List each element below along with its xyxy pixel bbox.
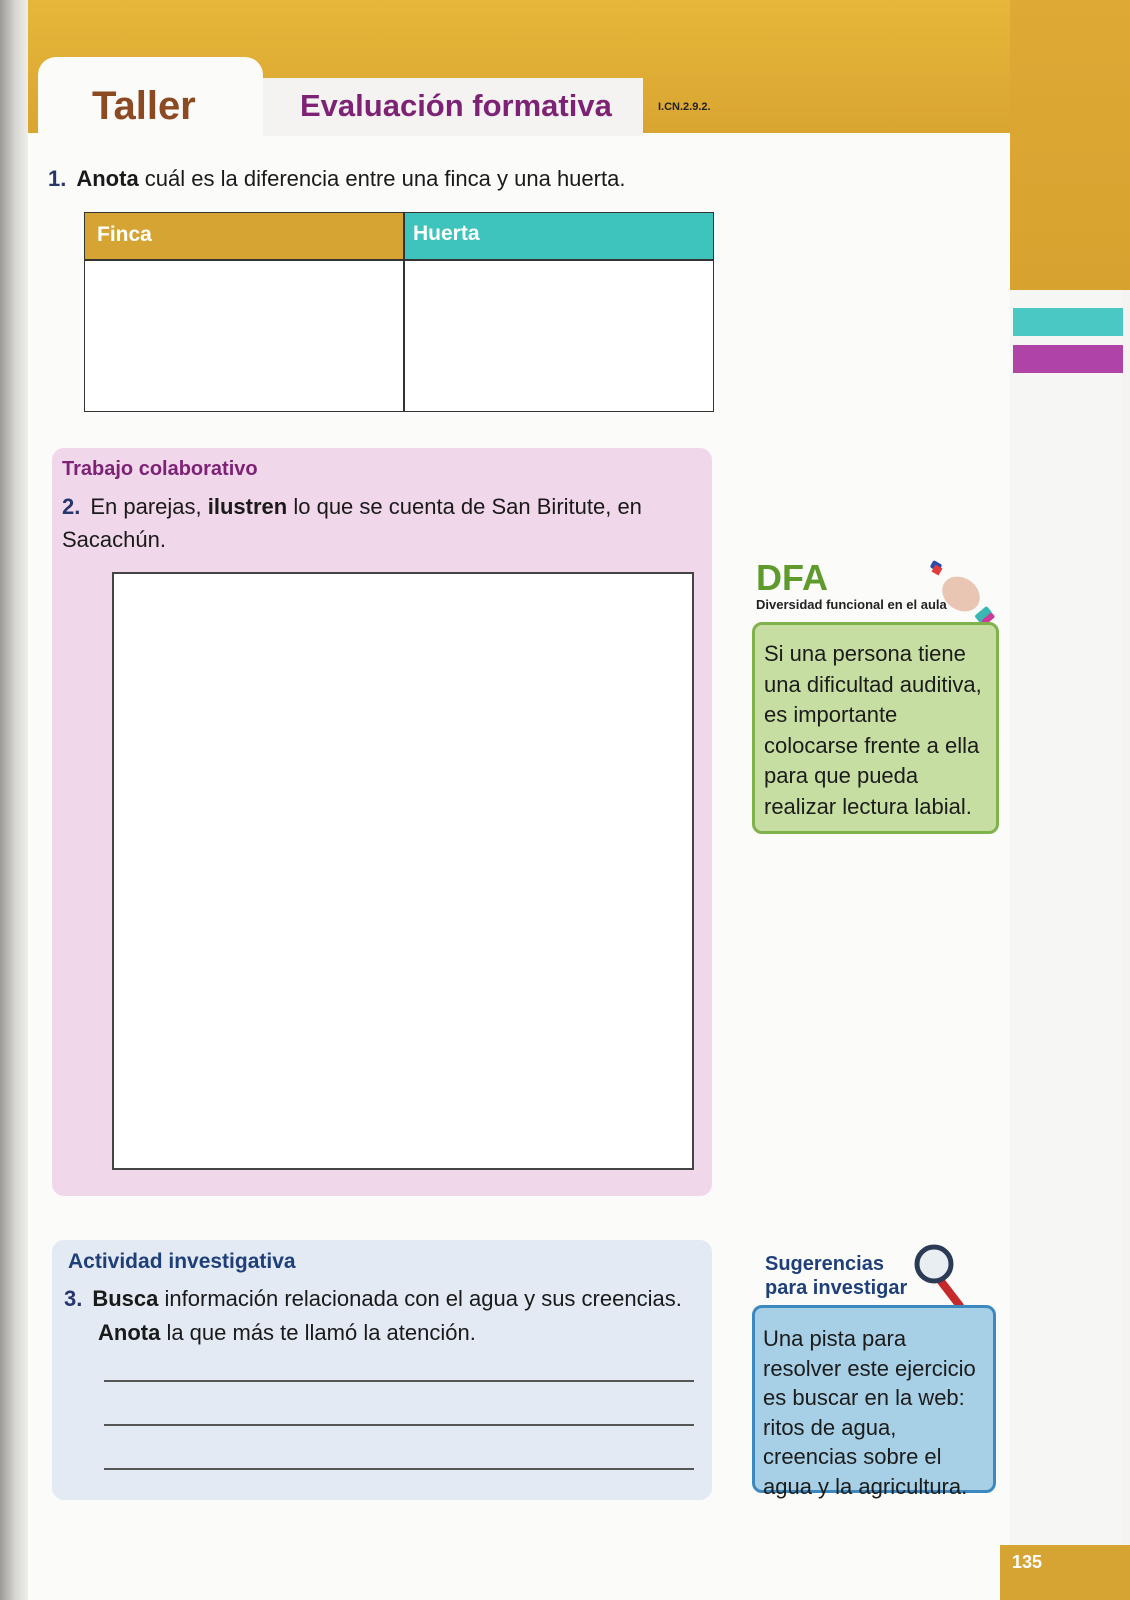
suggestions-title-line: para investigar — [765, 1277, 908, 1299]
question-1 — [48, 166, 625, 192]
question-text: cuál es la diferencia entre una finca y una huerta. — [138, 166, 626, 191]
suggestions-note: Una pista para resolver este ejercicio es buscar en la web: ritos de agua, creencias sobre el agua y la agricultura. — [752, 1305, 996, 1493]
question-text: lo que se cuenta de San Biritute, en Sacachún. — [62, 494, 642, 552]
question-verb: Anota — [76, 166, 139, 191]
comparison-table — [84, 212, 714, 412]
answer-line[interactable] — [104, 1424, 694, 1426]
table-header-huerta: Huerta — [403, 213, 713, 259]
answer-line[interactable] — [104, 1468, 694, 1470]
question-text: En parejas, — [90, 494, 208, 519]
book-spine — [0, 0, 28, 1600]
question-3 — [64, 1282, 704, 1350]
research-heading: Actividad investigativa — [68, 1250, 296, 1273]
suggestions-title — [765, 1252, 907, 1300]
right-margin-band — [1010, 0, 1130, 290]
answer-line[interactable] — [104, 1380, 694, 1382]
dfa-title: DFA — [756, 557, 828, 598]
suggestions-title-line: Sugerencias — [765, 1253, 884, 1275]
page-number: 135 — [1012, 1552, 1043, 1572]
question-number: 3. — [64, 1286, 83, 1311]
question-text: información relacionada con el agua y sus creencias. — [158, 1286, 682, 1311]
page-right-margin — [1010, 290, 1122, 1600]
drawing-area[interactable] — [112, 572, 694, 1170]
question-number: 2. — [62, 494, 81, 519]
question-verb: Busca — [92, 1286, 159, 1311]
section-title: Evaluación formativa — [300, 88, 612, 123]
table-header-finca: Finca — [85, 213, 403, 259]
table-divider — [403, 213, 405, 411]
question-verb: ilustren — [207, 494, 288, 519]
question-number: 1. — [48, 166, 67, 191]
question-2 — [62, 490, 682, 556]
dfa-subtitle: Diversidad funcional en el aula — [756, 597, 947, 612]
dfa-note: Si una persona tiene una dificultad auditiva, es importante colocarse frente a ella para que pueda realizar lectura labial. — [752, 622, 999, 834]
table-divider — [85, 259, 713, 261]
question-text: la que más te llamó la atención. — [160, 1320, 476, 1345]
teal-stripe — [1013, 308, 1123, 336]
taller-title: Taller — [92, 84, 196, 128]
collaborative-heading: Trabajo colaborativo — [62, 458, 258, 480]
magenta-stripe — [1013, 345, 1123, 373]
magnifying-glass-icon — [912, 1242, 972, 1312]
research-panel — [52, 1240, 712, 1500]
question-verb: Anota — [98, 1320, 161, 1345]
curriculum-code: I.CN.2.9.2. — [658, 101, 711, 113]
